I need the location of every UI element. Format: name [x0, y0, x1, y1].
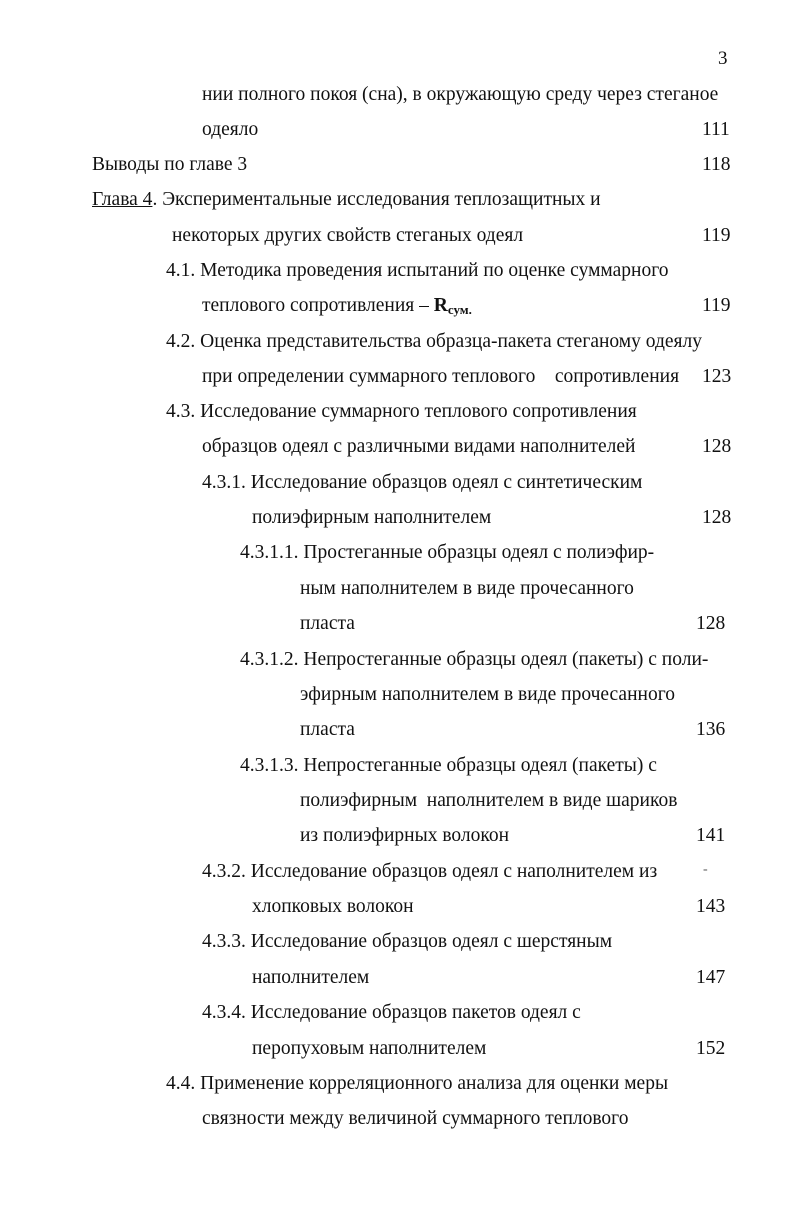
toc-line: одеяло — [202, 119, 259, 140]
toc-line: 4.3.1.3. Непростеганные образцы одеял (пакеты) с — [240, 755, 657, 776]
toc-line: полиэфирным наполнителем — [252, 507, 492, 528]
toc-line: 4.3.2. Исследование образцов одеял с наполнителем из — [202, 861, 658, 882]
toc-line — [202, 294, 472, 322]
toc-line: ным наполнителем в виде прочесанного — [300, 578, 634, 599]
toc-line: 4.3.4. Исследование образцов пакетов одеял с — [202, 1002, 581, 1023]
toc-page-ref: 128 — [702, 436, 732, 457]
chapter-title: . Экспериментальные исследования теплозащитных и — [152, 189, 601, 210]
toc-line-text: теплового сопротивления – — [202, 295, 434, 316]
toc-chapter-heading — [92, 188, 601, 212]
chapter-label: Глава 4 — [92, 189, 153, 210]
toc-page-ref: 143 — [696, 896, 726, 917]
toc-line: Выводы по главе 3 — [92, 154, 248, 175]
toc-line: перопуховым наполнителем — [252, 1038, 487, 1059]
toc-page-ref: 147 — [696, 967, 726, 988]
toc-page-ref: 128 — [702, 507, 732, 528]
toc-line: пласта — [300, 613, 355, 634]
toc-page-ref: 118 — [702, 154, 731, 175]
toc-line: 4.2. Оценка представительства образца-пакета стеганому одеялу — [166, 331, 702, 352]
toc-line: 4.3.1.1. Простеганные образцы одеял с полиэфир- — [240, 542, 655, 563]
toc-page-ref: 136 — [696, 719, 726, 740]
toc-line: 4.3.1. Исследование образцов одеял с синтетическим — [202, 472, 643, 493]
toc-line: из полиэфирных волокон — [300, 825, 510, 846]
toc-line: некоторых других свойств стеганых одеял — [172, 225, 524, 246]
toc-line: полиэфирным наполнителем в виде шариков — [300, 790, 678, 811]
toc-line: связности между величиной суммарного теплового — [202, 1108, 629, 1129]
toc-line: 4.3.1.2. Непростеганные образцы одеял (пакеты) с поли- — [240, 649, 709, 670]
toc-page-ref: 111 — [702, 119, 730, 140]
toc-line: хлопковых волокон — [252, 896, 414, 917]
toc-line: пласта — [300, 719, 355, 740]
toc-page-ref: 141 — [696, 825, 726, 846]
toc-page-ref: 119 — [702, 295, 731, 316]
page-number: 3 — [718, 48, 728, 69]
toc-line: наполнителем — [252, 967, 370, 988]
toc-page-ref: 119 — [702, 225, 731, 246]
toc-page-ref: 123 — [702, 366, 732, 387]
toc-line: нии полного покоя (сна), в окружающую среду через стеганое — [202, 84, 719, 105]
stray-dash-mark: - — [703, 862, 708, 877]
toc-line: 4.4. Применение корреляционного анализа для оценки меры — [166, 1073, 669, 1094]
toc-line: 4.1. Методика проведения испытаний по оценке суммарного — [166, 260, 669, 281]
toc-line: 4.3. Исследование суммарного теплового сопротивления — [166, 401, 637, 422]
toc-line: при определении суммарного теплового сопротивления — [202, 366, 680, 387]
toc-line: 4.3.3. Исследование образцов одеял с шерстяным — [202, 931, 613, 952]
toc-page-ref: 128 — [696, 613, 726, 634]
toc-line: образцов одеял с различными видами наполнителей — [202, 436, 636, 457]
r-symbol: R — [433, 295, 448, 316]
toc-line: эфирным наполнителем в виде прочесанного — [300, 684, 675, 705]
toc-page-ref: 152 — [696, 1038, 726, 1059]
r-subscript: сум. — [447, 302, 472, 317]
